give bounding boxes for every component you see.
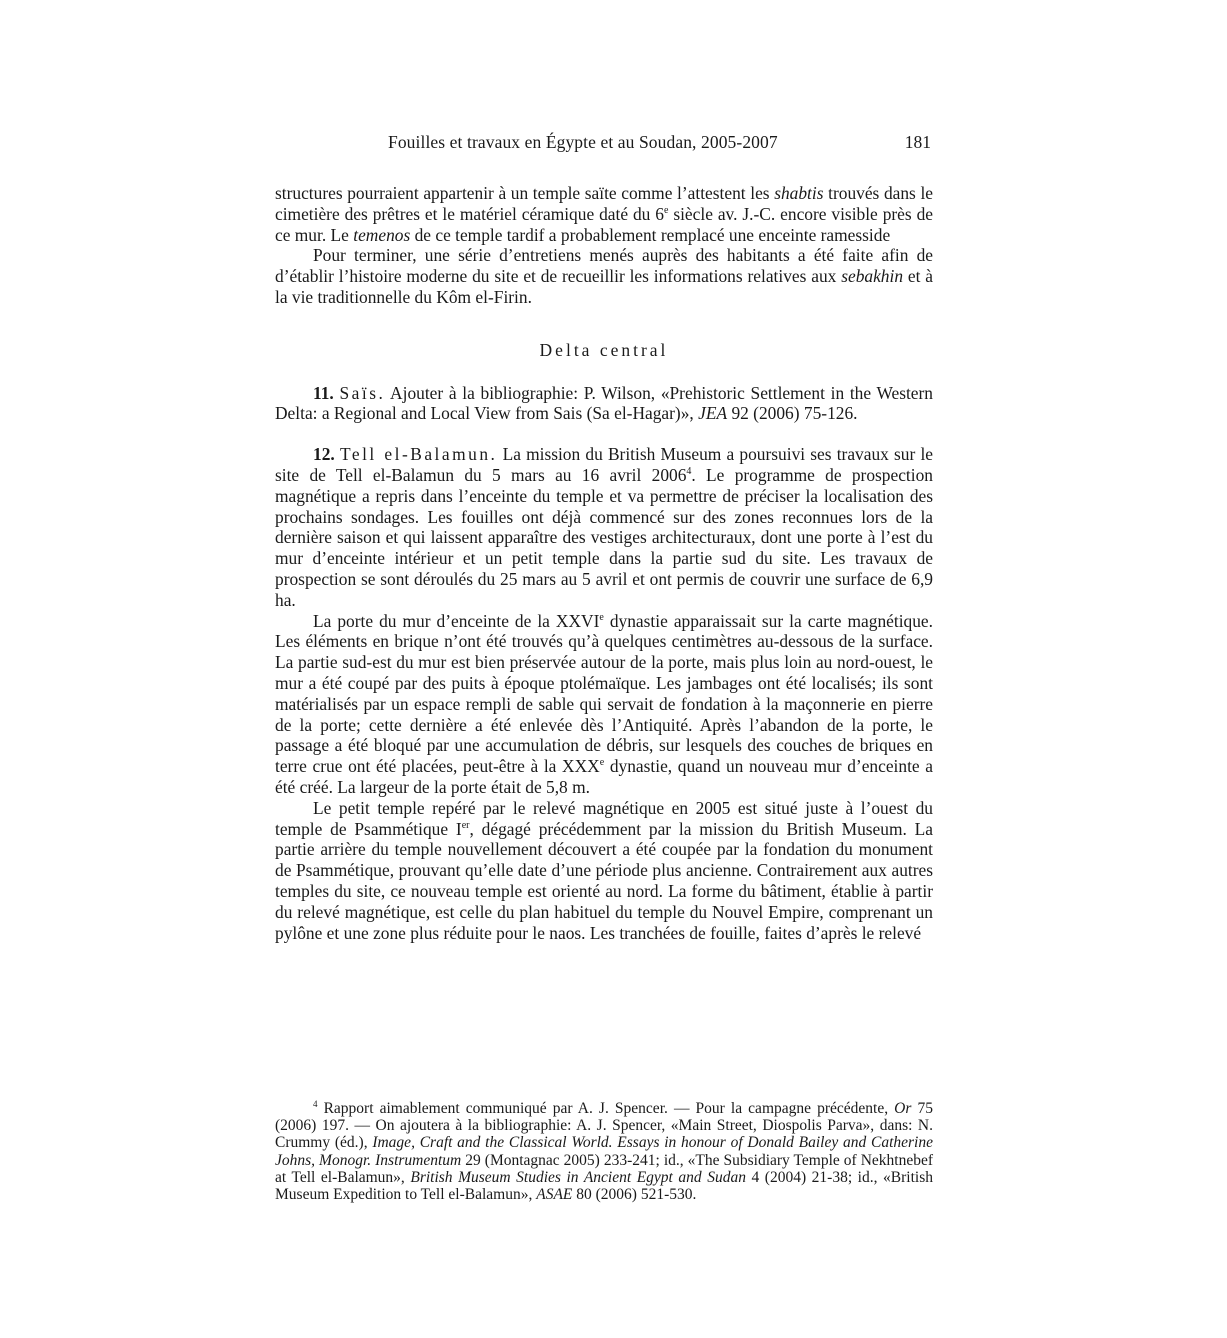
italic-term: sebakhin (841, 266, 904, 287)
text-run: . Le programme de prospection magnétique a repris dans l’enceinte du temple et va permettre de préciser la localisation des prochains sondages. Les fouilles ont déjà commencé sur des zones reconnues lors de la dernière saison et qui laissent apparaître des vestiges architecturaux, dont une porte à l’est du mur d’enceinte intérieur et un petit temple dans la partie sud du site. Les travaux de prospection se sont déroulés du 25 mars au 5 avril et ont permis de couvrir une surface de 6,9 ha. (275, 464, 933, 610)
entry-number: 11. (313, 382, 334, 403)
paragraph-intro-1 (275, 183, 933, 245)
superscript: e (599, 757, 605, 769)
entry-site: Tell el-Balamun. (339, 444, 498, 465)
text-run: dynastie apparaissait sur la carte magnétique. Les éléments en brique n’ont été trouvés qu’à quelques centimètres au-dessous de la surface. La partie sud-est du mur est bien préservée autour de la porte, mais plus loin au nord-ouest, le mur a été coupé par des puits à époque ptolémaïque. Les jambages ont été localisés; ils sont matérialisés par un espace rempli de sable qui servait de fondation à la maçonnerie en pierre de la porte; cette dernière a été enlevée dès l’Antiquité. Après l’abandon de la porte, le passage a été bloqué par une accumulation de débris, sur lesquels des couches de briques en terre crue ont été placées, peut-être à la XXX (275, 610, 933, 777)
paragraph-porte (275, 611, 933, 798)
italic-title: Image, Craft and the Classical World. Essays in honour of Donald Bailey and Catherine Johns, Monogr. Instrumentum (275, 1134, 933, 1169)
text-run: , dégagé précédemment par la mission du British Museum. La partie arrière du temple nouvellement découvert a été coupée par la fondation du monument de Psammétique, prouvant qu’elle date d’une période plus ancienne. Contrairement aux autres temples du site, ce nouveau temple est orienté au nord. La forme du bâtiment, établie à partir du relevé magnétique, est celle du plan habituel du temple du Nouvel Empire, comprenant un pylône et une zone plus réduite pour le naos. Les tranchées de fouille, faites d’après le relevé (275, 818, 933, 943)
entry-site: Saïs. (339, 382, 386, 403)
italic-journal: ASAE (536, 1186, 573, 1204)
italic-journal: Or (894, 1100, 912, 1117)
footnotes (275, 1100, 933, 1203)
text-run: siècle av. J.-C. encore visible près de ce mur. Le (275, 203, 933, 245)
text-run: trouvés dans le cimetière des prêtres et le matériel céramique daté du 6 (275, 183, 933, 224)
italic-title: British Museum Studies in Ancient Egypt and Sudan (410, 1168, 746, 1186)
text-run: et à la vie traditionnelle du Kôm el-Firin. (275, 266, 933, 307)
text-run: Rapport aimablement communiqué par A. J. Spencer. — Pour la campagne précédente, (317, 1100, 895, 1117)
running-title: Fouilles et travaux en Égypte et au Soudan, 2005-2007 (388, 132, 778, 152)
text-run: La mission du British Museum a poursuivi ses travaux sur le site de Tell el-Balamun du 5 mars au 16 avril 2006 (275, 444, 933, 485)
text-run: 75 (2006) 197. — On ajoutera à la bibliographie: A. J. Spencer, «Main Street, Diospolis Parva», dans: N. Crummy (éd.), (275, 1100, 933, 1152)
text-run: dynastie, quand un nouveau mur d’enceinte a été créé. La largeur de la porte était de 5,8 m. (275, 756, 933, 797)
entry-11 (275, 383, 933, 425)
entry-12 (275, 444, 933, 610)
superscript: er (461, 819, 470, 831)
running-head (275, 128, 933, 158)
page-number: 181 (904, 132, 931, 152)
text-run: 29 (Montagnac 2005) 233-241; id., «The Subsidiary Temple of Nekhtnebef at Tell el-Balamun», (275, 1151, 933, 1186)
body-text (275, 183, 933, 943)
section-heading: Delta central (539, 339, 669, 360)
italic-journal: JEA (698, 403, 728, 424)
footnote-4 (275, 1100, 933, 1203)
text-run: La porte du mur d’enceinte de la XXVI (313, 610, 600, 631)
italic-term: temenos (353, 224, 411, 245)
text-run: 80 (2006) 521-530. (572, 1186, 697, 1204)
text-run: Ajouter à la bibliographie: P. Wilson, «Prehistoric Settlement in the Western Delta: a Regional and Local View from Sais (Sa el-Hagar)», (275, 382, 933, 424)
text-run: 92 (2006) 75-126. (727, 403, 858, 424)
paragraph-temple (275, 798, 933, 944)
footnote-mark: 4 (313, 1098, 318, 1109)
text-run: Le petit temple repéré par le relevé magnétique en 2005 est situé juste à l’ouest du temple de Psammétique I (275, 797, 933, 839)
text-run: Pour terminer, une série d’entretiens menés auprès des habitants a été faite afin de d’établir l’histoire moderne du site et de recueillir les informations relatives aux (275, 245, 933, 287)
text-run: de ce temple tardif a probablement remplacé une enceinte ramesside (410, 224, 891, 245)
superscript: e (663, 205, 669, 216)
entry-number: 12. (313, 444, 335, 465)
superscript: e (599, 611, 604, 623)
text-run: 4 (2004) 21-38; id., «British Museum Expedition to Tell el-Balamun», (275, 1168, 933, 1204)
footnote-ref: 4 (686, 466, 692, 478)
italic-term: shabtis (774, 183, 824, 203)
text-run: structures pourraient appartenir à un temple saïte comme l’attestent les (275, 183, 775, 203)
paragraph-intro-2 (275, 245, 933, 307)
page-body (275, 128, 933, 943)
